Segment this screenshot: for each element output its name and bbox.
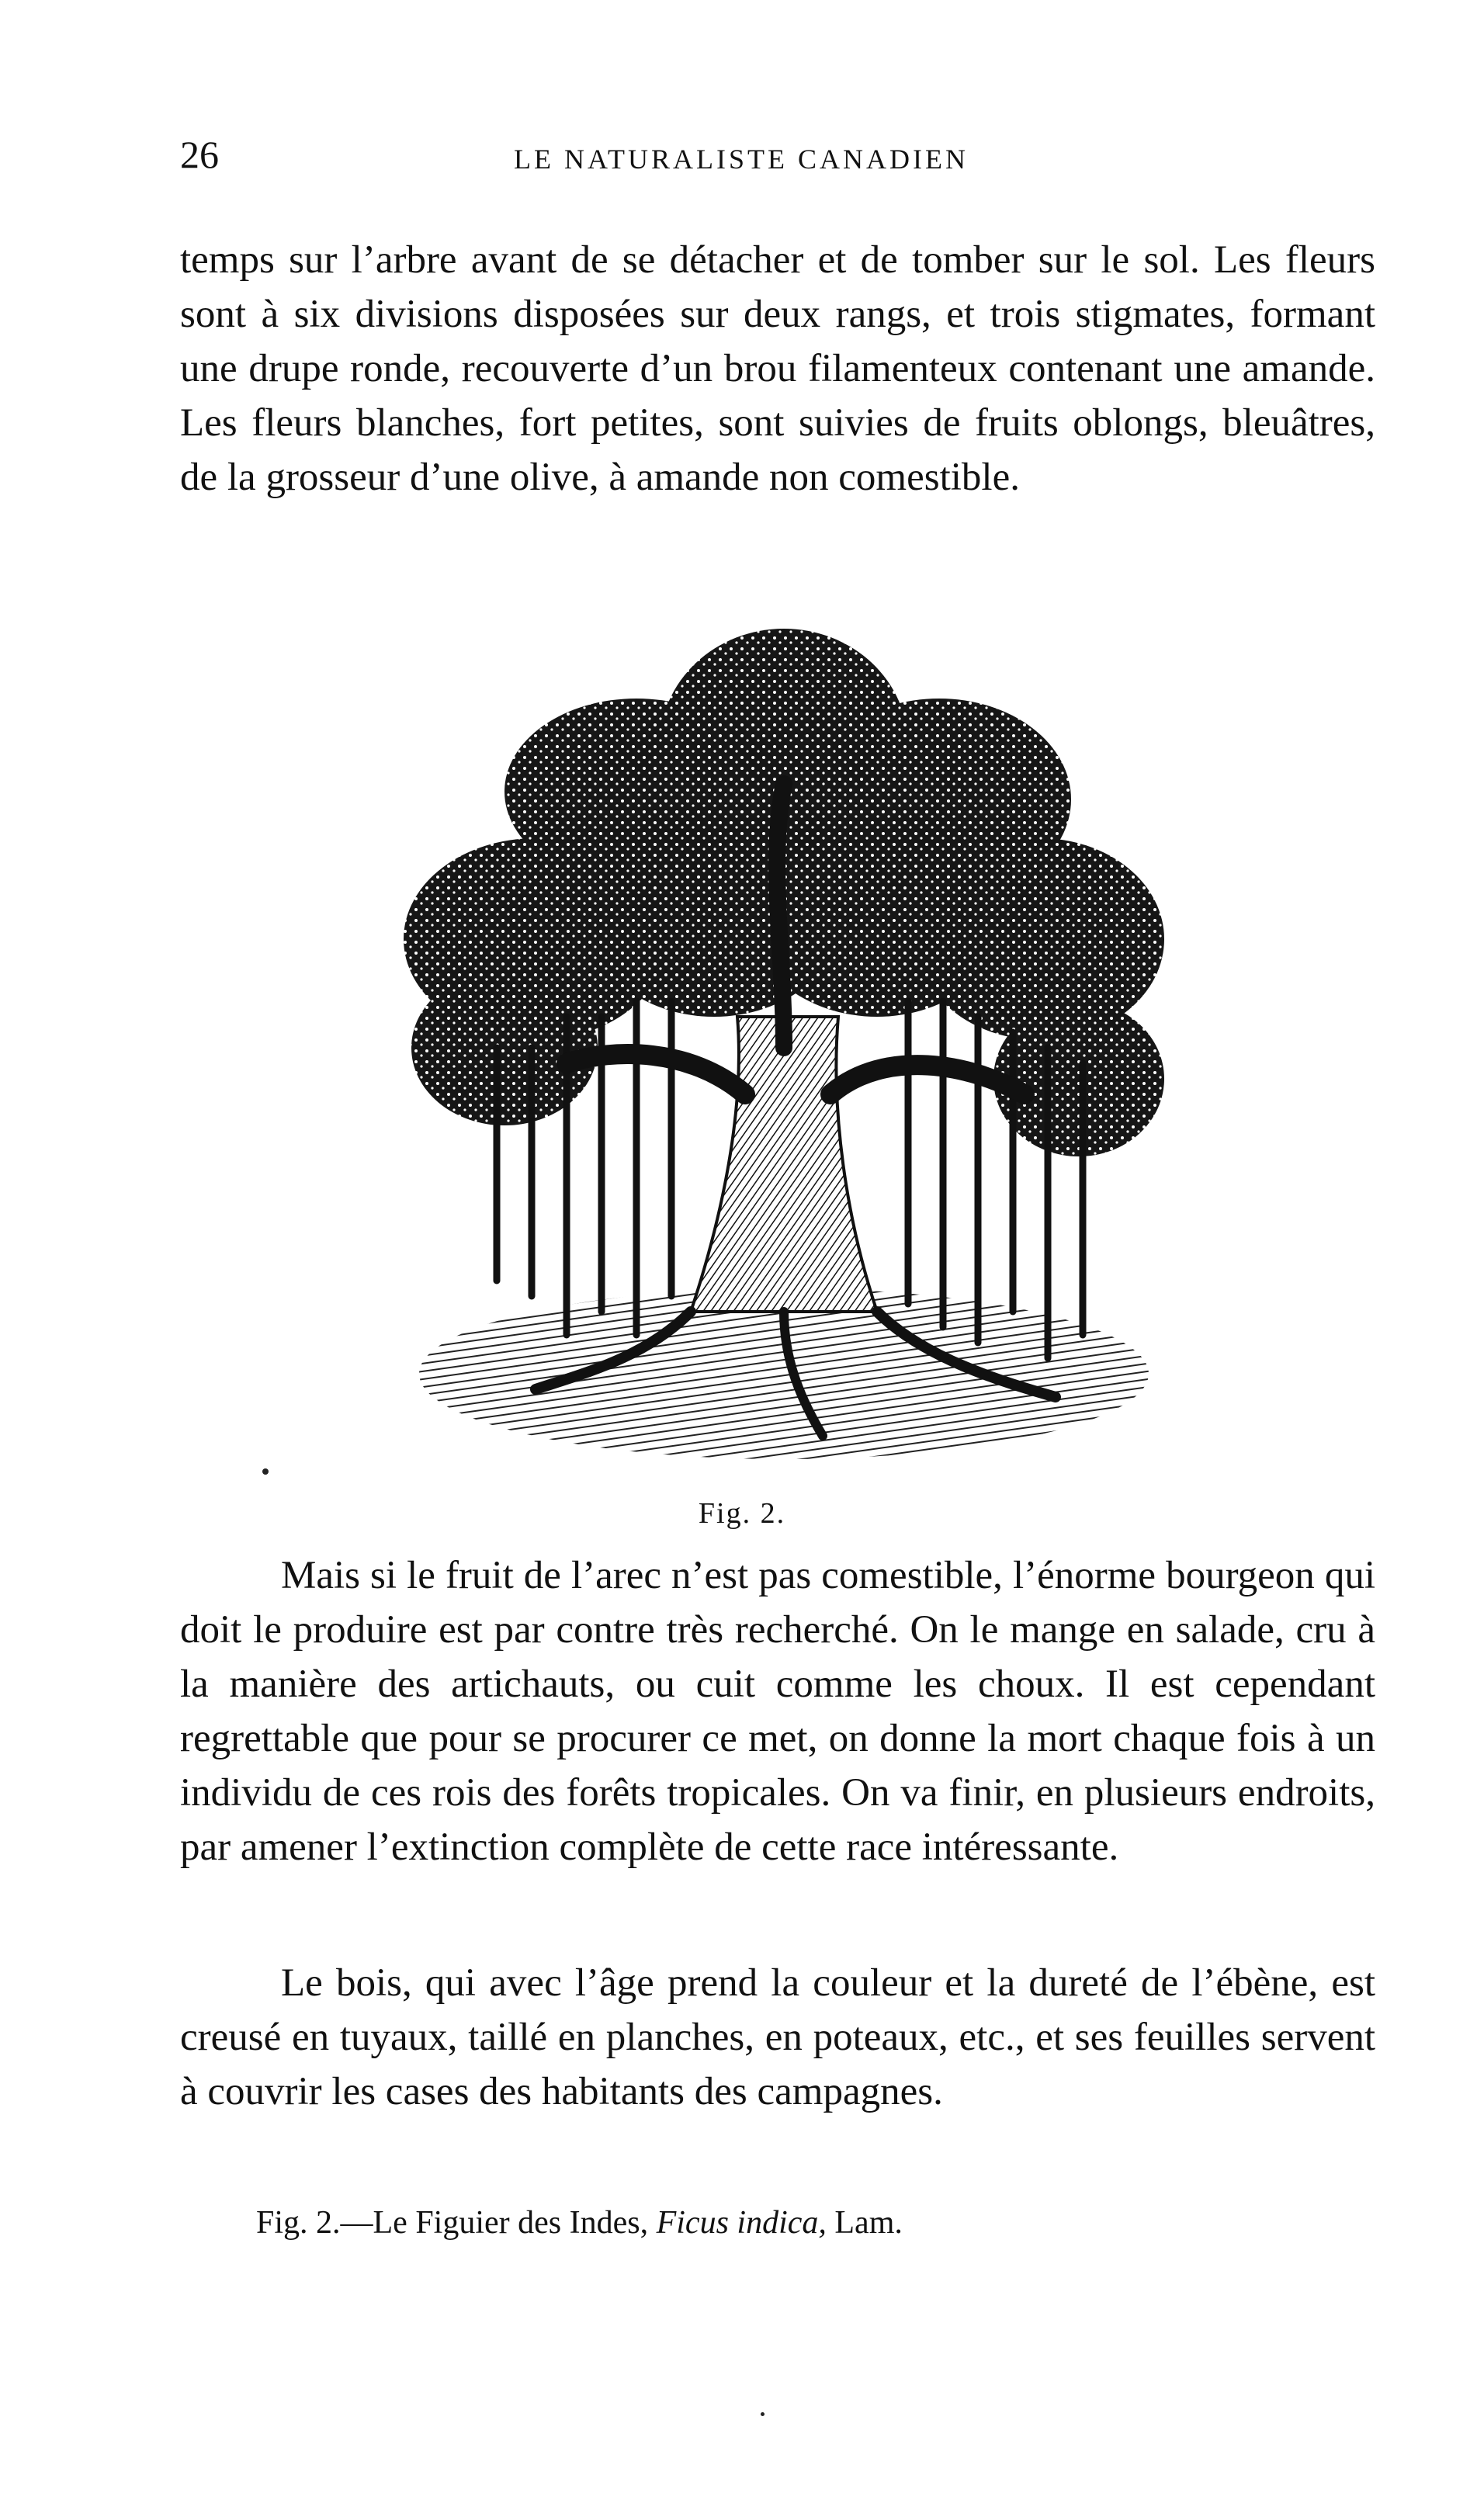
running-title: LE NATURALISTE CANADIEN (514, 144, 969, 175)
caption-prefix: Fig. 2.—Le Figuier des Indes, (256, 2205, 649, 2241)
figure-label: Fig. 2. (698, 1497, 786, 1530)
paragraph-3: Le bois, qui avec l’âge prend la couleur et la dureté de l’ébène, est creusé en tuyaux, taillé en planches, en poteaux, etc., et ses feuilles servent à couvrir les cases des habitants des campagnes. (180, 1961, 1375, 2113)
paragraph-1: temps sur l’arbre avant de se détacher et de tomber sur le sol. Les fleurs sont à six divisions disposées sur deux rangs, et trois stigmates, formant une drupe ronde, recouverte d’un brou filamenteux contenant une amande. Les fleurs blanches, fort petites, sont suivies de fruits oblongs, bleuâtres, de la grosseur d’une olive, à amande non comestible. (180, 238, 1375, 499)
caption-scientific-name: Ficus indica, (656, 2205, 827, 2241)
banyan-tree-engraving (380, 613, 1195, 1475)
page-number: 26 (180, 133, 219, 176)
figure-caption (256, 2204, 1343, 2241)
print-speck (262, 1468, 269, 1475)
figure-illustration (380, 613, 1195, 1475)
print-speck (761, 2412, 765, 2416)
caption-authority: Lam. (834, 2205, 903, 2241)
paragraph-2: Mais si le fruit de l’arec n’est pas comestible, l’énorme bourgeon qui doit le produire est par contre très recherché. On le mange en salade, cru à la manière des artichauts, ou cuit comme les choux. Il est cependant regrettable que pour se procurer ce met, on donne la mort chaque fois à un individu de ces rois des forêts tropicales. On va finir, en plusieurs endroits, par amener l’extinction complète de cette race intéressante. (180, 1554, 1375, 1869)
page-header (180, 132, 1375, 194)
